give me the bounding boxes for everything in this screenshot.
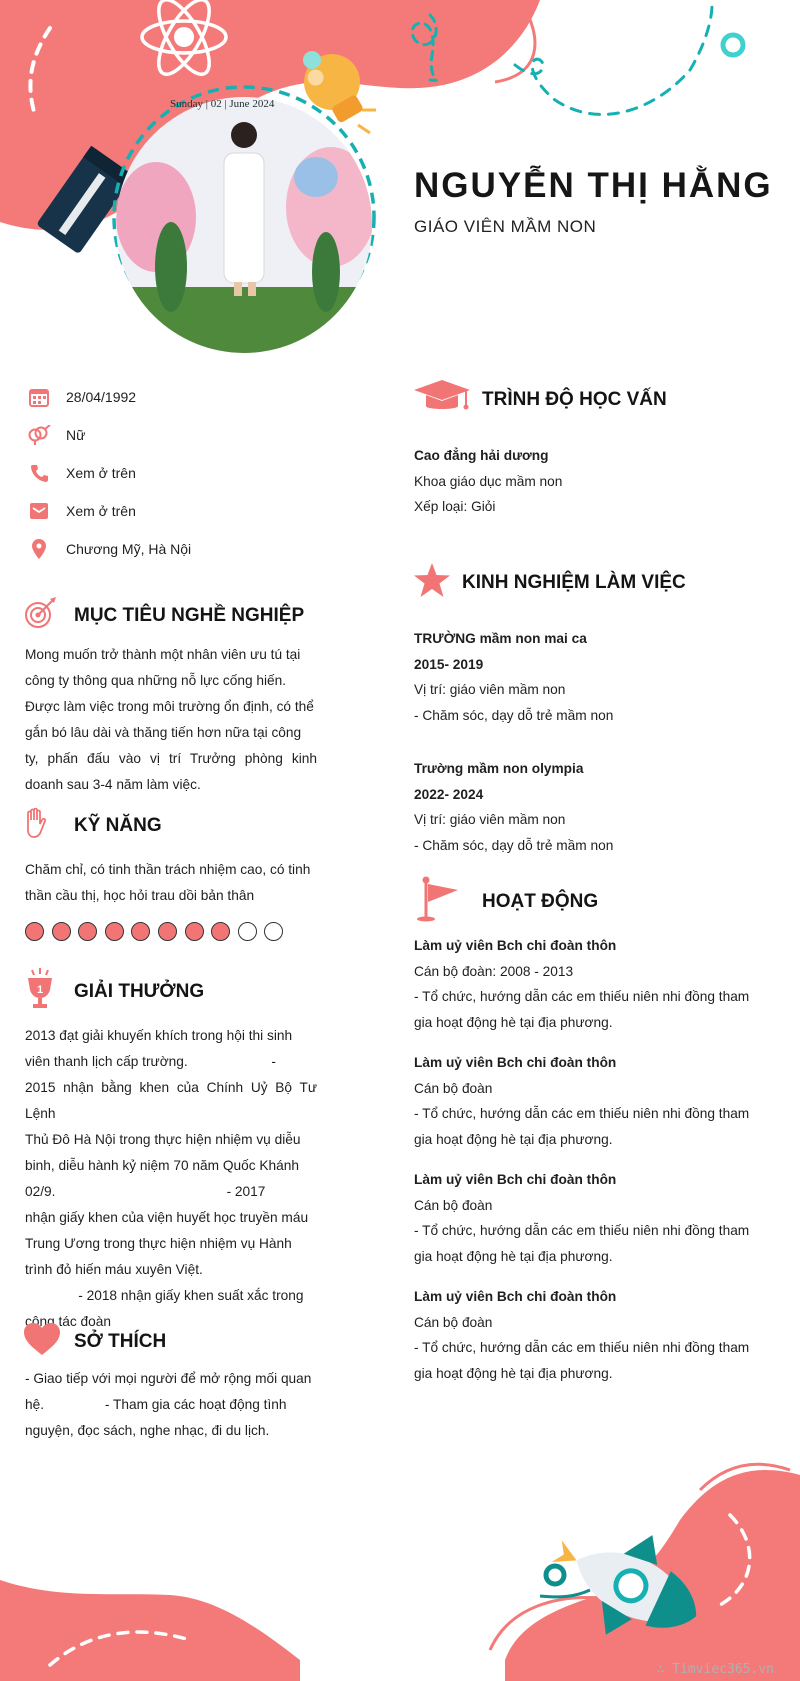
text-line: nguyện, đọc sách, nghe nhạc, đi du lịch. [25,1423,270,1438]
contact-text: Xem ở trên [66,503,136,519]
position: Vị trí: giáo viên mầm non [414,812,566,827]
description: - Tổ chức, hướng dẫn các em thiếu niên nhi đồng tham [414,1340,750,1355]
description: gia hoạt động hè tại địa phương. [414,1365,613,1381]
contact-gender [26,423,85,447]
experience-item [414,756,613,858]
phone-icon [26,461,52,485]
activity-item [414,1167,770,1269]
skills-heading [24,808,162,843]
text-line: 2013 đạt giải khuyến khích trong hội thi sinh [25,1028,293,1043]
candidate-title: GIÁO VIÊN MẦM NON [414,217,597,236]
text-line: - 2018 nhận giấy khen suất xắc trong [25,1288,304,1303]
objective-heading [24,597,304,634]
description: gia hoạt động hè tại địa phương. [414,1248,613,1264]
hand-icon [24,808,74,843]
rating-dot-empty [238,922,257,941]
text-line: công ty thông qua những nỗ lực cống hiến. [25,673,287,688]
flag-icon [414,876,482,927]
description: - Tổ chức, hướng dẫn các em thiếu niên nhi đồng tham [414,989,750,1004]
description: gia hoạt động hè tại địa phương. [414,1131,613,1147]
teal-ring [723,35,743,55]
text-line: Xếp loại: Giỏi [414,499,496,514]
target-icon [24,597,74,634]
star-icon [414,563,462,602]
section-title: HOẠT ĐỘNG [482,890,599,912]
contact-text: Nữ [66,427,86,443]
section-title: TRÌNH ĐỘ HỌC VẤN [482,388,667,410]
experience-heading [414,563,686,602]
period: 2015- 2019 [414,656,484,672]
text-line: thần cầu thị, học hỏi trau dồi bản thân [25,888,255,903]
candidate-name: NGUYỄN THỊ HẰNG [414,166,773,205]
teal-dashed-line [515,5,712,114]
awards-text [25,1023,317,1335]
objective-text [25,642,317,798]
text-line: ty, phấn đấu vào vị trí Trưởng phòng kinh [25,751,317,766]
graduation-cap-icon [414,380,482,419]
activity-role: Cán bộ đoàn [414,1197,493,1213]
education-heading [414,380,667,419]
text-line: Khoa giáo dục mầm non [414,473,563,489]
section-title: KINH NGHIỆM LÀM VIỆC [462,571,686,593]
description: - Chăm sóc, dạy dỗ trẻ mầm non [414,707,614,723]
section-title: MỤC TIÊU NGHỀ NGHIỆP [74,604,305,626]
description: - Tổ chức, hướng dẫn các em thiếu niên nhi đồng tham [414,1106,750,1121]
experience-item [414,626,613,728]
watermark: ∴ Timviec365.vn [656,1662,774,1677]
text-line: gắn bó lâu dài và thăng tiến hơn nữa tại công [25,725,302,740]
text-line: Được làm việc trong môi trường ổn định, có thể [25,699,314,714]
section-title: SỞ THÍCH [74,1330,167,1352]
contact-text: Xem ở trên [66,465,136,481]
location-pin-icon [26,537,52,561]
skill-rating [25,922,283,941]
rating-dot-filled [158,922,177,941]
description: - Chăm sóc, dạy dỗ trẻ mầm non [414,837,614,853]
hobbies-text [25,1366,317,1444]
heart-icon [24,1323,74,1360]
activity-role: Cán bộ đoàn [414,1080,493,1096]
text-line: hệ. - Tham gia các hoạt động tình [25,1397,287,1412]
activity-item [414,933,770,1035]
contact-address [26,537,191,561]
activity-item [414,1050,770,1152]
activity-title: Làm uỷ viên Bch chi đoàn thôn [414,1055,617,1070]
contact-birthday [26,385,136,409]
contact-email [26,499,136,523]
rating-dot-filled [131,922,150,941]
activity-role: Cán bộ đoàn [414,1314,493,1330]
svg-text:1: 1 [36,984,44,996]
company-name: Trường mầm non olympia [414,761,584,776]
profile-photo [116,97,372,353]
rating-dot-filled [105,922,124,941]
calendar-icon [26,385,52,409]
contact-text: Chương Mỹ, Hà Nội [66,541,192,557]
education-entry [414,443,562,520]
rating-dot-filled [211,922,230,941]
text-line: viên thanh lịch cấp trường. - [25,1054,276,1069]
rating-dot-filled [52,922,71,941]
text-line: nhận giấy khen của viện huyết học truyền máu [25,1210,309,1225]
small-teal-ring [546,1566,564,1584]
activity-role: Cán bộ đoàn: 2008 - 2013 [414,963,574,979]
rating-dot-filled [78,922,97,941]
position: Vị trí: giáo viên mầm non [414,682,566,697]
school-name: Cao đẳng hải dương [414,448,549,463]
email-icon [26,499,52,523]
period: 2022- 2024 [414,786,484,802]
contact-text: 28/04/1992 [66,389,137,405]
skills-text [25,857,317,909]
rating-dot-empty [264,922,283,941]
description: - Tổ chức, hướng dẫn các em thiếu niên nhi đồng tham [414,1223,750,1238]
trophy-icon [24,968,74,1015]
text-line: Trung Ương trong thực hiện nhiệm vụ Hành [25,1236,292,1251]
text-line: 02/9. - 2017 [25,1184,266,1199]
company-name: TRƯỜNG mầm non mai ca [414,631,587,646]
text-line: công tác đoàn [25,1314,111,1329]
contact-phone [26,461,136,485]
gender-icon [26,423,52,447]
activities-heading [414,876,598,927]
activity-title: Làm uỷ viên Bch chi đoàn thôn [414,1172,617,1187]
text-line: 2015 nhận bằng khen của Chính Uỷ Bộ Tư Lệnh [25,1080,317,1121]
text-line: doanh sau 3-4 năm làm việc. [25,777,201,792]
text-line: - Giao tiếp với mọi người để mở rộng mối quan [25,1371,312,1386]
text-line: Mong muốn trở thành một nhân viên ưu tú tại [25,647,301,662]
text-line: trình đỏ hiến máu xuyên Việt. [25,1262,203,1277]
section-title: KỸ NĂNG [74,814,162,836]
activity-item [414,1284,770,1386]
activity-title: Làm uỷ viên Bch chi đoàn thôn [414,1289,617,1304]
text-line: binh, diễu hành kỷ niệm 70 năm Quốc Khánh [25,1158,299,1173]
rating-dot-filled [185,922,204,941]
hobbies-heading [24,1323,166,1360]
bottom-left-blob [0,1580,300,1681]
rating-dot-filled [25,922,44,941]
description: gia hoạt động hè tại địa phương. [414,1014,613,1030]
section-title: GIẢI THƯỞNG [74,980,205,1002]
text-line: Chăm chỉ, có tinh thần trách nhiệm cao, có tinh [25,862,311,877]
awards-heading [24,968,204,1015]
activity-title: Làm uỷ viên Bch chi đoàn thôn [414,938,617,953]
text-line: Thủ Đô Hà Nội trong thực hiện nhiệm vụ diễu [25,1132,301,1147]
photo-banner-text: Sunday | 02 | June 2024 [170,98,275,110]
